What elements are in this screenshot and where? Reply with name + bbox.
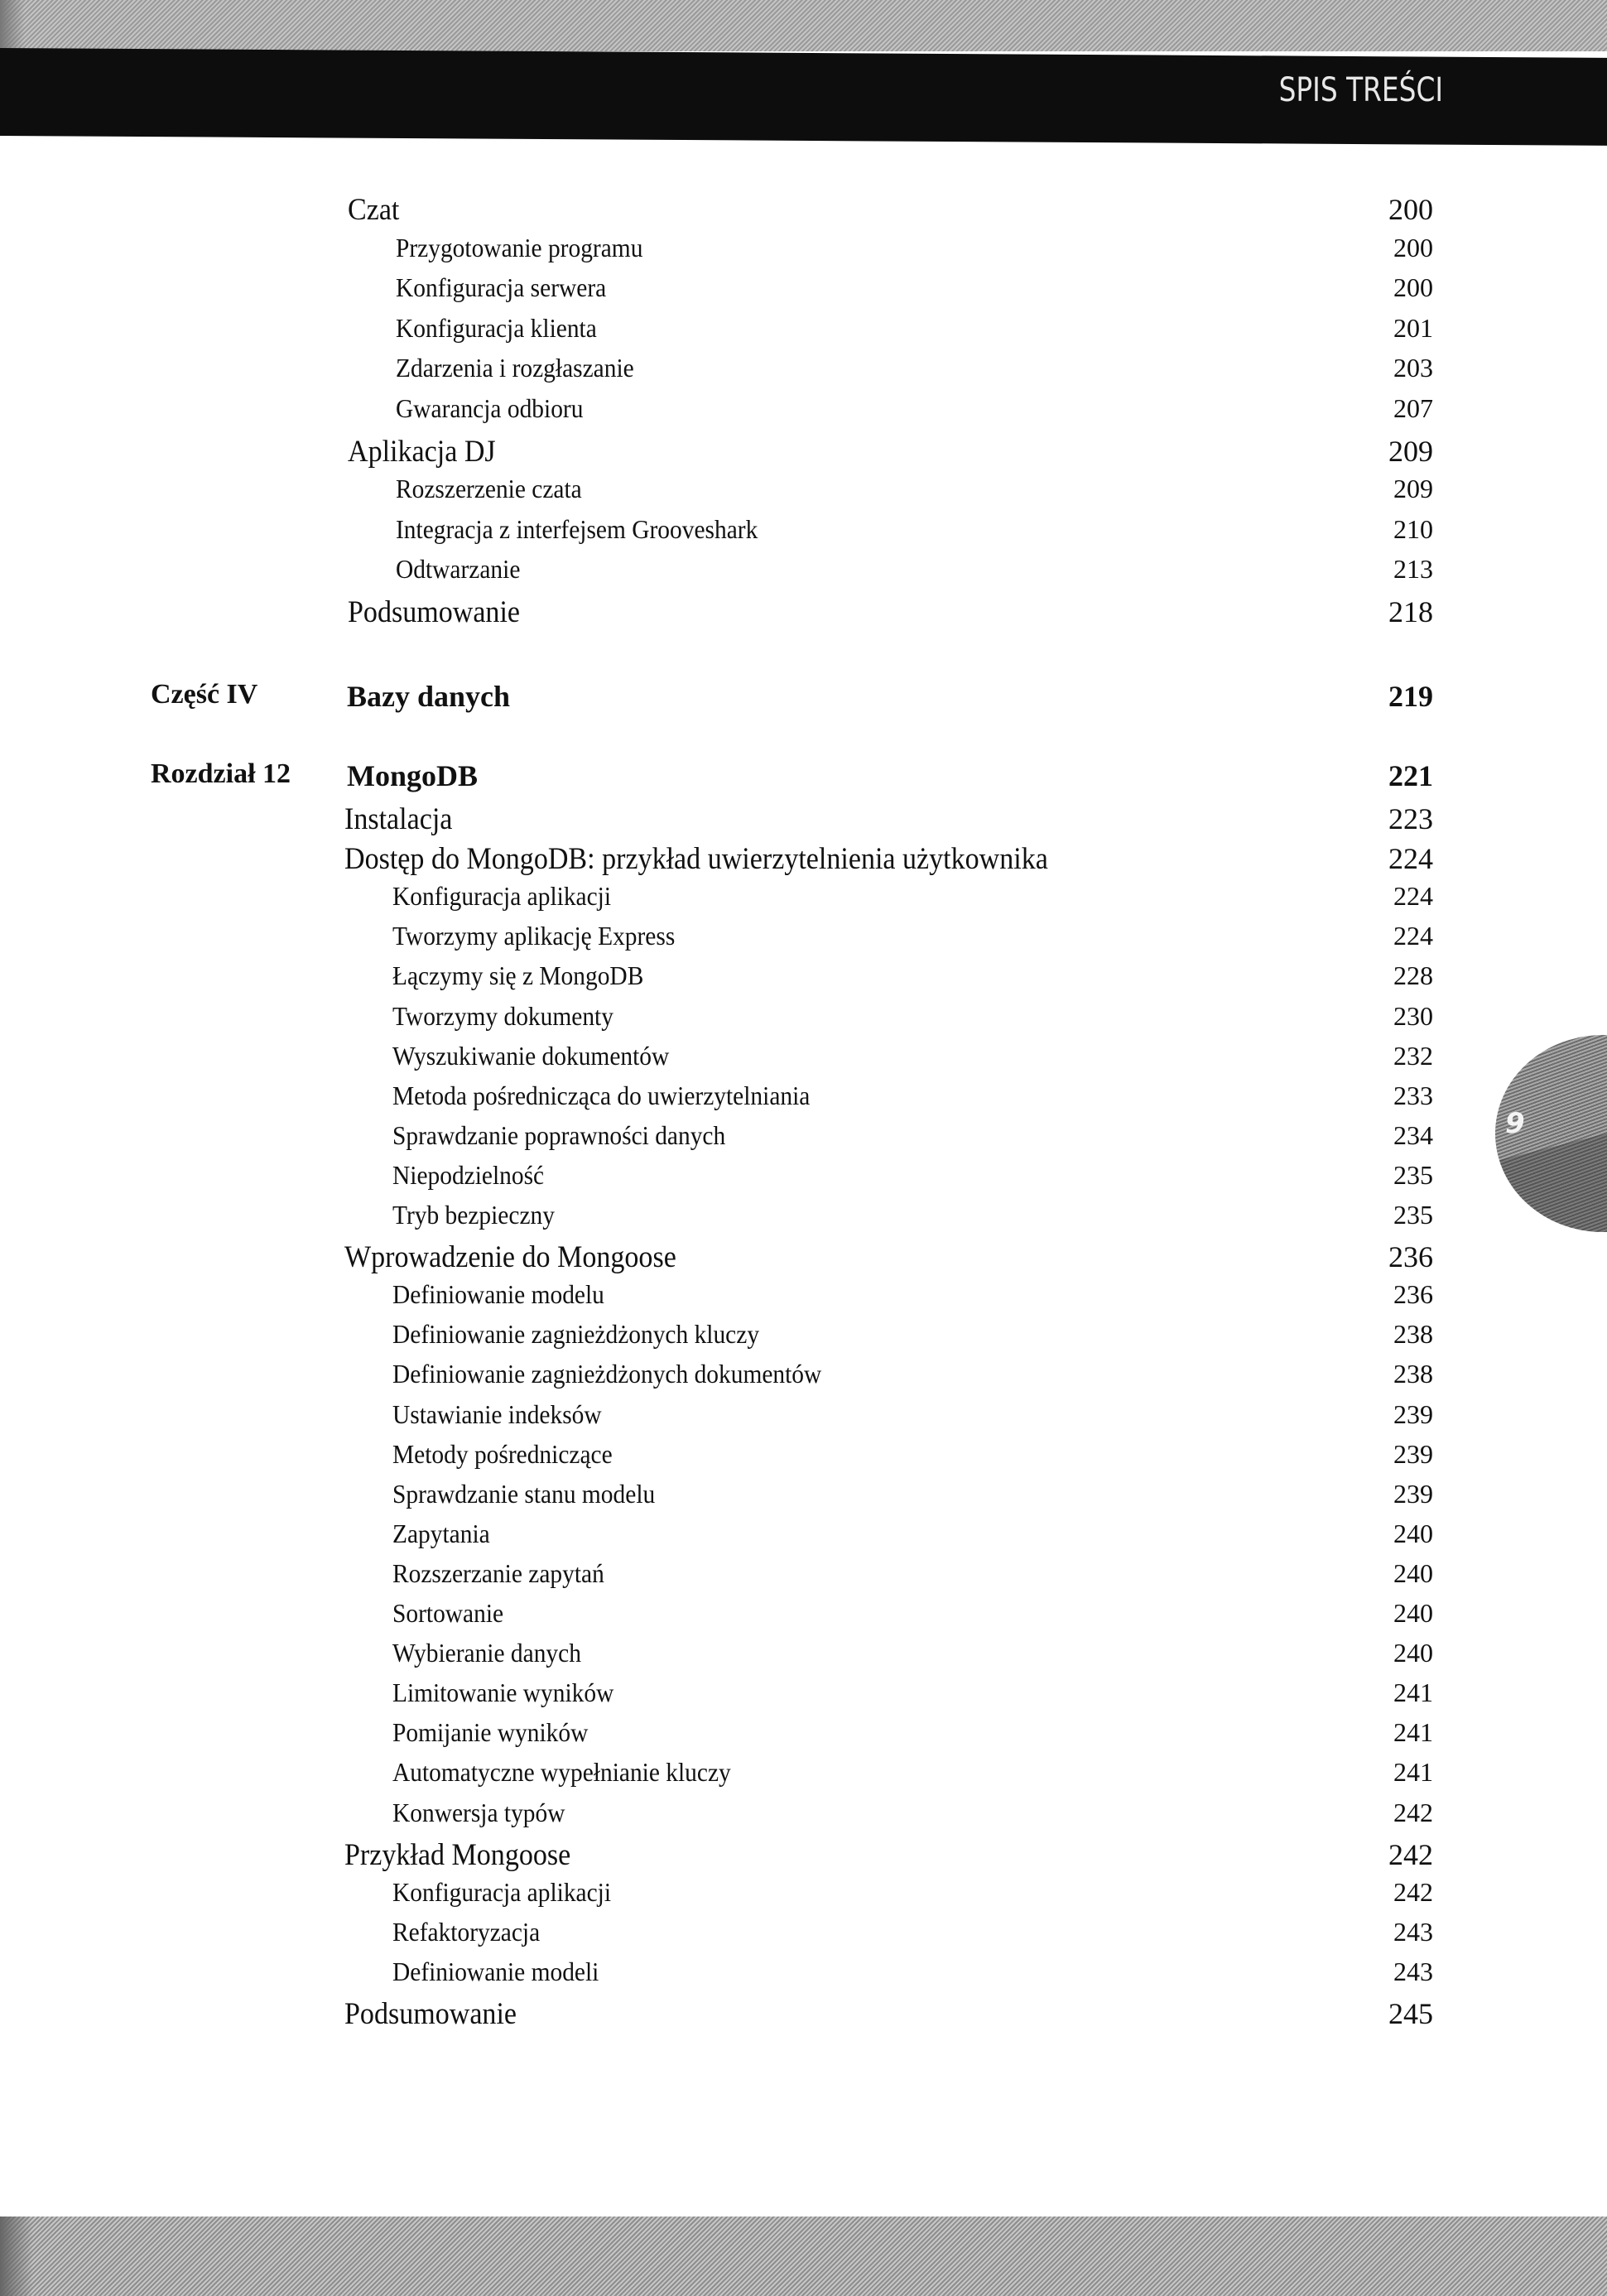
toc-entry-page-number: 213 [1393, 554, 1433, 585]
toc-entry-title: Integracja z interfejsem Grooveshark [396, 513, 758, 544]
toc-subsection-row[interactable] [0, 554, 1607, 594]
toc-entry-title: Konfiguracja aplikacji [392, 1876, 612, 1907]
toc-entry-page-number: 240 [1393, 1518, 1433, 1548]
toc-entry-page-number: 240 [1393, 1557, 1433, 1588]
toc-subsection-row[interactable] [0, 1638, 1607, 1677]
toc-entry-page-number: 243 [1393, 1956, 1433, 1986]
toc-subsection-row[interactable] [0, 353, 1607, 392]
chapter-page-number: 221 [1388, 759, 1433, 792]
toc-part-row[interactable] [0, 679, 1607, 719]
toc-section-row[interactable] [0, 192, 1607, 232]
toc-chapter-row[interactable] [0, 758, 1607, 798]
toc-entry-title: Ustawianie indeksów [392, 1398, 602, 1429]
toc-subsection-row[interactable] [0, 1439, 1607, 1479]
toc-subsection-row[interactable] [0, 1558, 1607, 1598]
toc-entry-page-number: 209 [1393, 474, 1433, 504]
scan-bottom-margin [0, 2217, 1607, 2296]
toc-section-row[interactable] [0, 801, 1607, 841]
toc-subsection-row[interactable] [0, 393, 1607, 433]
toc-entry-title: Automatyczne wypełnianie kluczy [392, 1757, 731, 1788]
toc-subsection-row[interactable] [0, 233, 1607, 272]
toc-entry-page-number: 236 [1393, 1279, 1433, 1310]
toc-entry-title: Odtwarzanie [396, 554, 521, 585]
toc-entry-page-number: 239 [1393, 1438, 1433, 1469]
toc-entry-title: Metoda pośrednicząca do uwierzytelniania [392, 1080, 811, 1110]
toc-entry-title: Konfiguracja klienta [396, 312, 597, 343]
scan-top-margin [0, 0, 1607, 51]
toc-section-row[interactable] [0, 1996, 1607, 2036]
toc-entry-title: Wprowadzenie do Mongoose [344, 1240, 676, 1275]
toc-subsection-row[interactable] [0, 1798, 1607, 1837]
toc-entry-title: Przykład Mongoose [344, 1837, 571, 1872]
toc-subsection-row[interactable] [0, 1120, 1607, 1160]
toc-subsection-row[interactable] [0, 313, 1607, 353]
toc-entry-page-number: 239 [1393, 1478, 1433, 1509]
toc-subsection-row[interactable] [0, 1917, 1607, 1957]
part-title: Bazy danych [347, 680, 511, 713]
toc-entry-title: Wybieranie danych [392, 1638, 581, 1668]
toc-entry-page-number: 200 [1388, 193, 1433, 226]
toc-entry-title: Sprawdzanie stanu modelu [392, 1478, 656, 1509]
toc-entry-title: Niepodzielność [392, 1159, 545, 1190]
toc-entry-title: Tworzymy aplikację Express [392, 921, 676, 951]
toc-subsection-row[interactable] [0, 1399, 1607, 1439]
toc-subsection-row[interactable] [0, 1319, 1607, 1359]
toc-entry-title: Dostęp do MongoDB: przykład uwierzytelnienia użytkownika [344, 842, 1048, 877]
toc-entry-title: Czat [348, 193, 400, 227]
toc-subsection-row[interactable] [0, 1877, 1607, 1917]
toc-entry-page-number: 238 [1393, 1319, 1433, 1350]
toc-subsection-row[interactable] [0, 921, 1607, 960]
part-label: Część IV [151, 679, 258, 710]
toc-entry-page-number: 241 [1393, 1717, 1433, 1748]
toc-entry-page-number: 224 [1393, 921, 1433, 951]
toc-subsection-row[interactable] [0, 1717, 1607, 1757]
toc-subsection-row[interactable] [0, 1519, 1607, 1558]
toc-entry-title: Aplikacja DJ [348, 434, 496, 469]
toc-subsection-row[interactable] [0, 1200, 1607, 1239]
toc-entry-page-number: 243 [1393, 1916, 1433, 1947]
toc-entry-page-number: 241 [1393, 1677, 1433, 1708]
toc-entry-page-number: 218 [1388, 595, 1433, 628]
toc-entry-title: Definiowanie zagnieżdżonych dokumentów [392, 1359, 822, 1389]
toc-entry-title: Gwarancja odbioru [396, 393, 584, 423]
toc-entry-page-number: 240 [1393, 1638, 1433, 1668]
toc-entry-page-number: 228 [1393, 960, 1433, 991]
toc-entry-title: Refaktoryzacja [392, 1916, 541, 1947]
toc-entry-title: Wyszukiwanie dokumentów [392, 1040, 670, 1071]
toc-subsection-row[interactable] [0, 1598, 1607, 1638]
toc-entry-title: Sprawdzanie poprawności danych [392, 1119, 726, 1150]
chapter-title: MongoDB [347, 759, 479, 792]
toc-entry-page-number: 242 [1393, 1797, 1433, 1827]
toc-entry-page-number: 223 [1388, 802, 1433, 835]
toc-entry-title: Przygotowanie programu [396, 232, 643, 262]
toc-subsection-row[interactable] [0, 1279, 1607, 1319]
toc-entry-page-number: 210 [1393, 513, 1433, 544]
toc-subsection-row[interactable] [0, 1160, 1607, 1200]
toc-entry-title: Definiowanie modeli [392, 1956, 599, 1986]
toc-entry-page-number: 201 [1393, 312, 1433, 343]
toc-entry-page-number: 235 [1393, 1159, 1433, 1190]
toc-entry-page-number: 241 [1393, 1757, 1433, 1788]
toc-entry-title: Łączymy się z MongoDB [392, 960, 644, 991]
toc-entry-title: Definiowanie zagnieżdżonych kluczy [392, 1319, 760, 1350]
toc-subsection-row[interactable] [0, 1041, 1607, 1081]
toc-entry-page-number: 224 [1393, 881, 1433, 912]
toc-section-row[interactable] [0, 841, 1607, 881]
toc-entry-title: Pomijanie wyników [392, 1717, 589, 1748]
toc-subsection-row[interactable] [0, 1677, 1607, 1717]
toc-subsection-row[interactable] [0, 1757, 1607, 1797]
toc-entry-title: Konfiguracja aplikacji [392, 881, 612, 912]
toc-entry-page-number: 242 [1393, 1876, 1433, 1907]
toc-entry-title: Podsumowanie [348, 595, 521, 629]
toc-entry-page-number: 230 [1393, 1000, 1433, 1031]
toc-subsection-row[interactable] [0, 1081, 1607, 1120]
toc-entry-title: Tryb bezpieczny [392, 1200, 555, 1230]
toc-entry-title: Metody pośredniczące [392, 1438, 613, 1469]
toc-entry-title: Podsumowanie [344, 1997, 517, 2031]
toc-entry-title: Konfiguracja serwera [396, 272, 607, 303]
toc-entry-page-number: 232 [1393, 1040, 1433, 1071]
toc-entry-page-number: 236 [1388, 1240, 1433, 1274]
toc-entry-title: Zapytania [392, 1518, 490, 1548]
toc-subsection-row[interactable] [0, 1001, 1607, 1041]
toc-entry-page-number: 245 [1388, 1997, 1433, 2030]
toc-section-row[interactable] [0, 1837, 1607, 1877]
toc-entry-page-number: 209 [1388, 434, 1433, 468]
toc-subsection-row[interactable] [0, 1359, 1607, 1398]
toc-section-row[interactable] [0, 434, 1607, 474]
toc-section-row[interactable] [0, 594, 1607, 634]
toc-entry-page-number: 203 [1393, 353, 1433, 383]
part-page-number: 219 [1388, 680, 1433, 713]
toc-entry-page-number: 224 [1388, 842, 1433, 876]
toc-entry-title: Zdarzenia i rozgłaszanie [396, 353, 634, 383]
running-header-title: SPIS TREŚCI [1278, 71, 1443, 109]
toc-subsection-row[interactable] [0, 272, 1607, 312]
toc-entry-title: Limitowanie wyników [392, 1677, 614, 1708]
toc-entry-title: Tworzymy dokumenty [392, 1000, 613, 1031]
toc-entry-page-number: 238 [1393, 1359, 1433, 1389]
toc-subsection-row[interactable] [0, 881, 1607, 921]
toc-entry-title: Sortowanie [392, 1598, 504, 1628]
toc-subsection-row[interactable] [0, 514, 1607, 554]
toc-entry-page-number: 235 [1393, 1200, 1433, 1230]
toc-entry-title: Rozszerzenie czata [396, 474, 582, 504]
toc-subsection-row[interactable] [0, 1957, 1607, 1996]
toc-entry-page-number: 233 [1393, 1080, 1433, 1110]
toc-entry-page-number: 239 [1393, 1398, 1433, 1429]
toc-entry-page-number: 200 [1393, 272, 1433, 303]
chapter-label: Rozdział 12 [151, 758, 291, 789]
toc-entry-title: Instalacja [344, 802, 453, 836]
toc-subsection-row[interactable] [0, 960, 1607, 1000]
toc-entry-title: Rozszerzanie zapytań [392, 1557, 604, 1588]
toc-entry-title: Konwersja typów [392, 1797, 565, 1827]
toc-entry-page-number: 234 [1393, 1119, 1433, 1150]
toc-entry-page-number: 200 [1393, 232, 1433, 262]
toc-subsection-row[interactable] [0, 1479, 1607, 1519]
toc-entry-page-number: 240 [1393, 1598, 1433, 1628]
chapter-thumb-tab-number: 9 [1505, 1107, 1525, 1140]
toc-entry-page-number: 242 [1388, 1837, 1433, 1871]
toc-entry-page-number: 207 [1393, 393, 1433, 423]
toc-entry-title: Definiowanie modelu [392, 1279, 604, 1310]
toc-subsection-row[interactable] [0, 474, 1607, 513]
toc-section-row[interactable] [0, 1239, 1607, 1279]
